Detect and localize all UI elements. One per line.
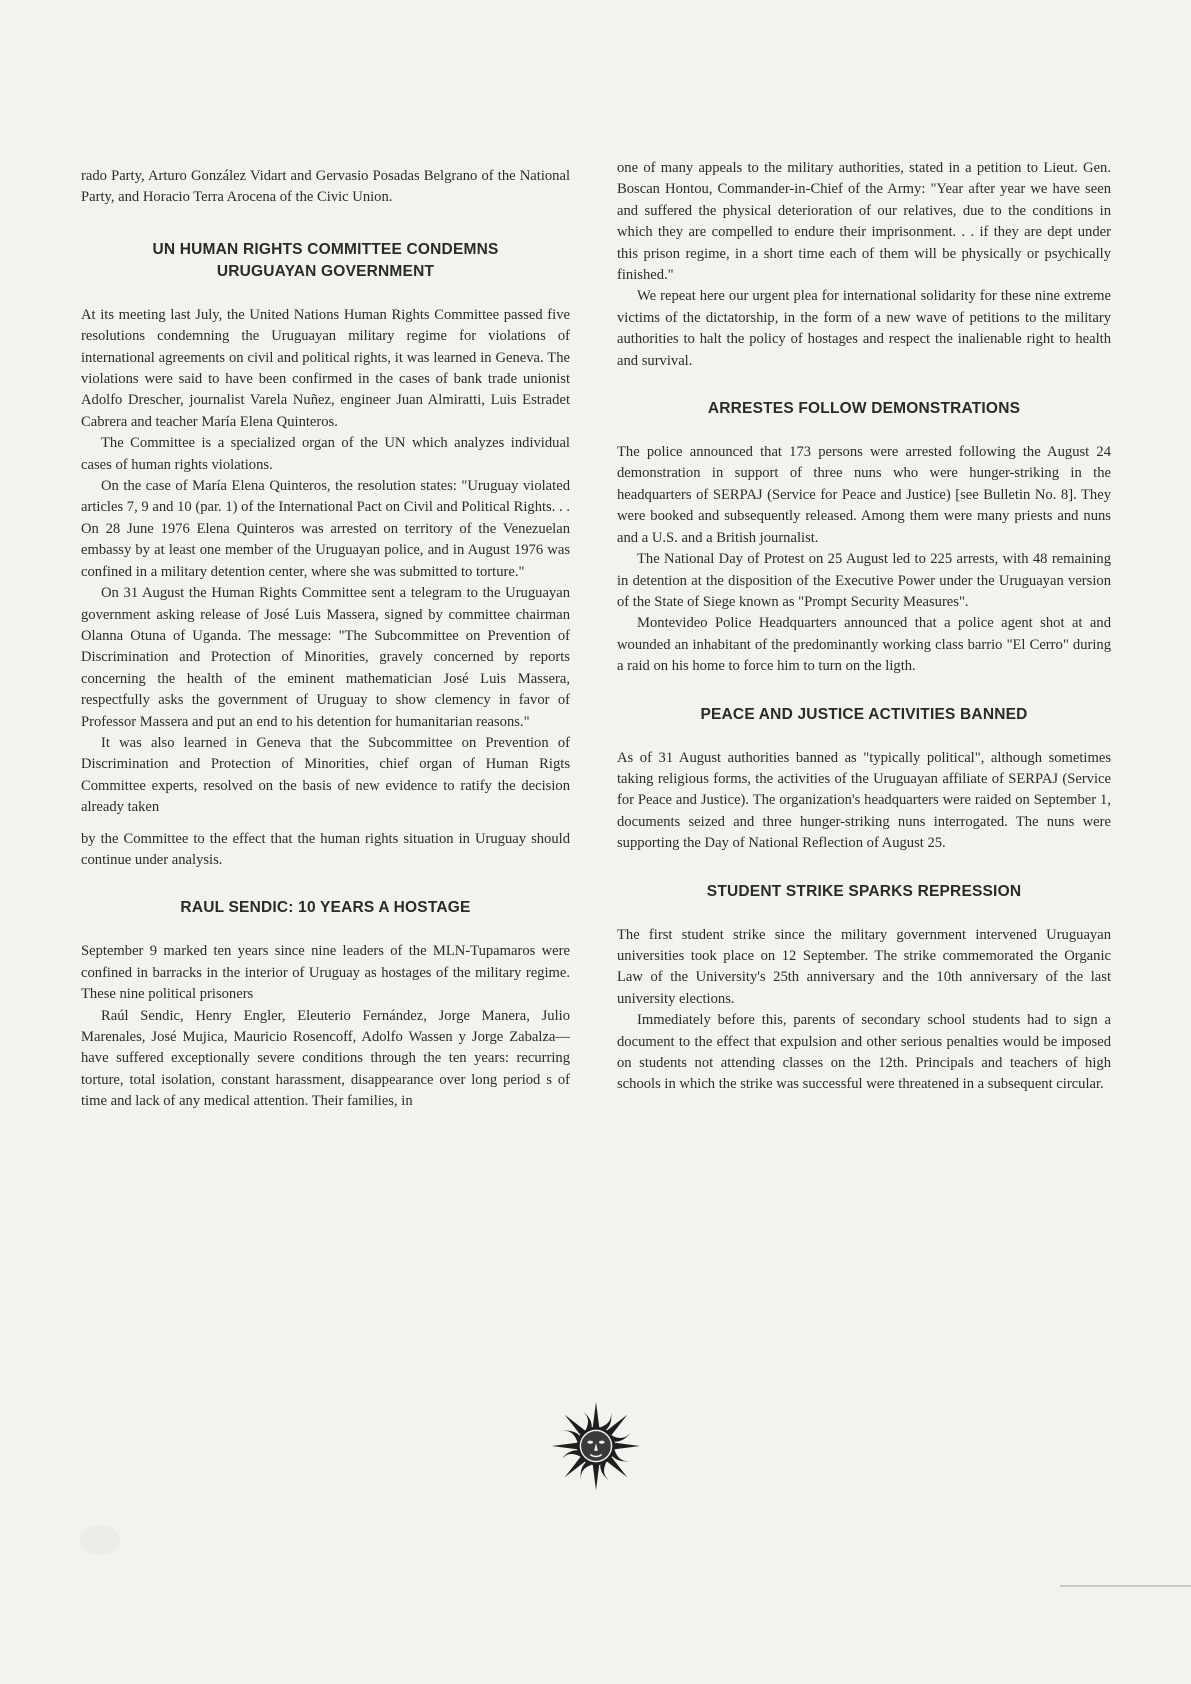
paragraph: The Committee is a specialized organ of the UN which analyzes individual cases of human rights violations. [81,435,570,473]
sun-ray [561,1431,580,1442]
paragraph: Montevideo Police Headquarters announced that a police agent shot at and wounded an inhabitant of the predominantly working class barrio "El Cerro" during a raid on his home to force him to turn on the ligth. [617,615,1111,675]
sun-ray [581,1411,591,1430]
sun-ray [593,1402,599,1427]
paragraph: Raúl Sendic, Henry Engler, Eleuterio Fernández, Jorge Manera, Julio Marenales, José Mujica, Mauricio Rosencoff, Adolfo Wassen y Jorge Zabalza— have suffered exceptionally severe conditions through the ten years: recurring torture, total isolation, constant harassment, disappearance over long period s of time and lack of any medical attention. Their families, in [81,1007,570,1110]
sun-ray [565,1415,585,1435]
sun-ray [607,1415,627,1435]
paragraph: It was also learned in Geneva that the Subcommittee on Prevention of Discrimination and Protection of Minorities, chief organ of Human Rigts Committee experts, resolved on the basis of new evidence to ratify the decision already taken [81,734,570,816]
spacer [81,819,570,829]
section-heading-arrests: ARRESTES FOLLOW DEMONSTRATIONS [707,400,1021,418]
sun-ray [552,1443,577,1449]
sun-ray [600,1462,610,1481]
section-heading-student-strike: STUDENT STRIKE SPARKS REPRESSION [706,882,1022,900]
sun-ray [612,1431,631,1441]
left-column [81,166,570,1113]
page-edge-rule [1060,1585,1191,1587]
sun-face-icon [548,1398,644,1494]
sun-ray [561,1450,580,1460]
paragraph: by the Committee to the effect that the human rights situation in Uruguay should continue under analysis. [81,830,570,868]
paragraph: On 31 August the Human Rights Committee sent a telegram to the Uruguayan government asking release of José Luis Massera, signed by committee chairman Olanna Otuna of Uganda. The message: "The Subcommittee on Prevention of Discrimination and Protection of Minorities, gravely concerned by reports concerning the health of the eminent mathematician José Luis Massera, respectfully asks the government of Uruguay to show clemency in favor of Professor Massera and put an end to his detention for humanitarian reasons." [81,585,570,730]
section-heading-peace-justice: PEACE AND JUSTICE ACTIVITIES BANNED [700,705,1028,723]
sun-ray [565,1457,585,1477]
paragraph: At its meeting last July, the United Nations Human Rights Committee passed five resolutions condemning the Uruguayan military regime for violations of international agreements on civil and political rights, it was learned in Geneva. The violations were said to have been confirmed in the cases of bank trade unionist Adolfo Drescher, journalist Varela Nuñez, engineer Juan Almiratti, Luis Estradet Cabrera and teacher María Elena Quinteros. [81,306,570,430]
section-heading-raul-sendic: RAUL SENDIC: 10 YEARS A HOSTAGE [180,899,471,917]
paragraph: Immediately before this, parents of secondary school students had to sign a document to the effect that expulsion and other serious penalties would be imposed on students not attending classes on the 12th. Principals and teachers of high schools in which the strike was successful were threatened in a subsequent circular. [617,1012,1111,1093]
sun-ray [581,1462,592,1481]
sun-ray [607,1457,627,1477]
paragraph: The first student strike since the military government intervened Uruguayan universities took place on 12 September. The strike commemorated the Organic Law of the University's 25th anniversary and the 10th anniversary of the last university elections. [617,926,1111,1007]
paragraph: September 9 marked ten years since nine leaders of the MLN-Tupamaros were confined in barracks in the interior of Uruguay as hostages of the military regime. These nine political prisoners [81,943,570,1003]
sun-ray [612,1450,631,1461]
paragraph: On the case of María Elena Quinteros, the resolution states: "Uruguay violated articles 7, 9 and 10 (par. 1) of the International Pact on Civil and Political Rights. . . On 28 June 1976 Elena Quinteros was arrested on territory of the Venezuelan embassy by at least one member of the Uruguayan police, and in August 1976 was confined in a military detention center, where she was submitted to torture." [81,478,570,580]
paragraph: rado Party, Arturo González Vidart and Gervasio Posadas Belgrano of the National Party, and Horacio Terra Arocena of the Civic Union. [81,168,570,206]
paragraph: As of 31 August authorities banned as "typically political", although sometimes taking religious forms, the activities of the Uruguayan affiliate of SERPAJ (Service for Peace and Justice). The organization's headquarters were raided on September 1, documents seized and three hunger-striking nuns interrogated. The nuns were supporting the Day of National Reflection of August 25. [617,749,1111,852]
page-smudge [80,1525,120,1555]
paragraph: We repeat here our urgent plea for international solidarity for these nine extreme victims of the dictatorship, in the form of a new wave of petitions to the military authorities to halt the policy of hostages and respect the inalienable right to health and survival. [617,288,1111,369]
paragraph: The police announced that 173 persons were arrested following the August 24 demonstration in support of three nuns who were hunger-striking in the headquarters of SERPAJ (Service for Peace and Justice) [see Bulletin No. 8]. They were booked and subsequently released. Among them were many priests and nuns and a U.S. and a British journalist. [617,444,1111,546]
paragraph: one of many appeals to the military authorities, stated in a petition to Lieut. Gen. Boscan Hontou, Commander-in-Chief of the Army: "Year after year we have seen and suffered the physical deterioration of our relatives, due to the conditions in which they are compelled to endure their imprisonment. . . if they are dept under this prison regime, in a short time each of them will be physically or psychically finished." [617,160,1111,284]
sun-ray [615,1443,640,1449]
sun-ray [593,1465,599,1490]
paragraph: The National Day of Protest on 25 August led to 225 arrests, with 48 remaining in detention at the disposition of the Executive Power under the Uruguayan version of the State of Siege known as "Prompt Security Measures". [617,551,1111,610]
section-heading-un-committee: UN HUMAN RIGHTS COMMITTEE CONDEMNS URUGUAYAN GOVERNMENT [152,240,499,280]
right-column [617,158,1111,1096]
sun-ray [600,1411,611,1430]
